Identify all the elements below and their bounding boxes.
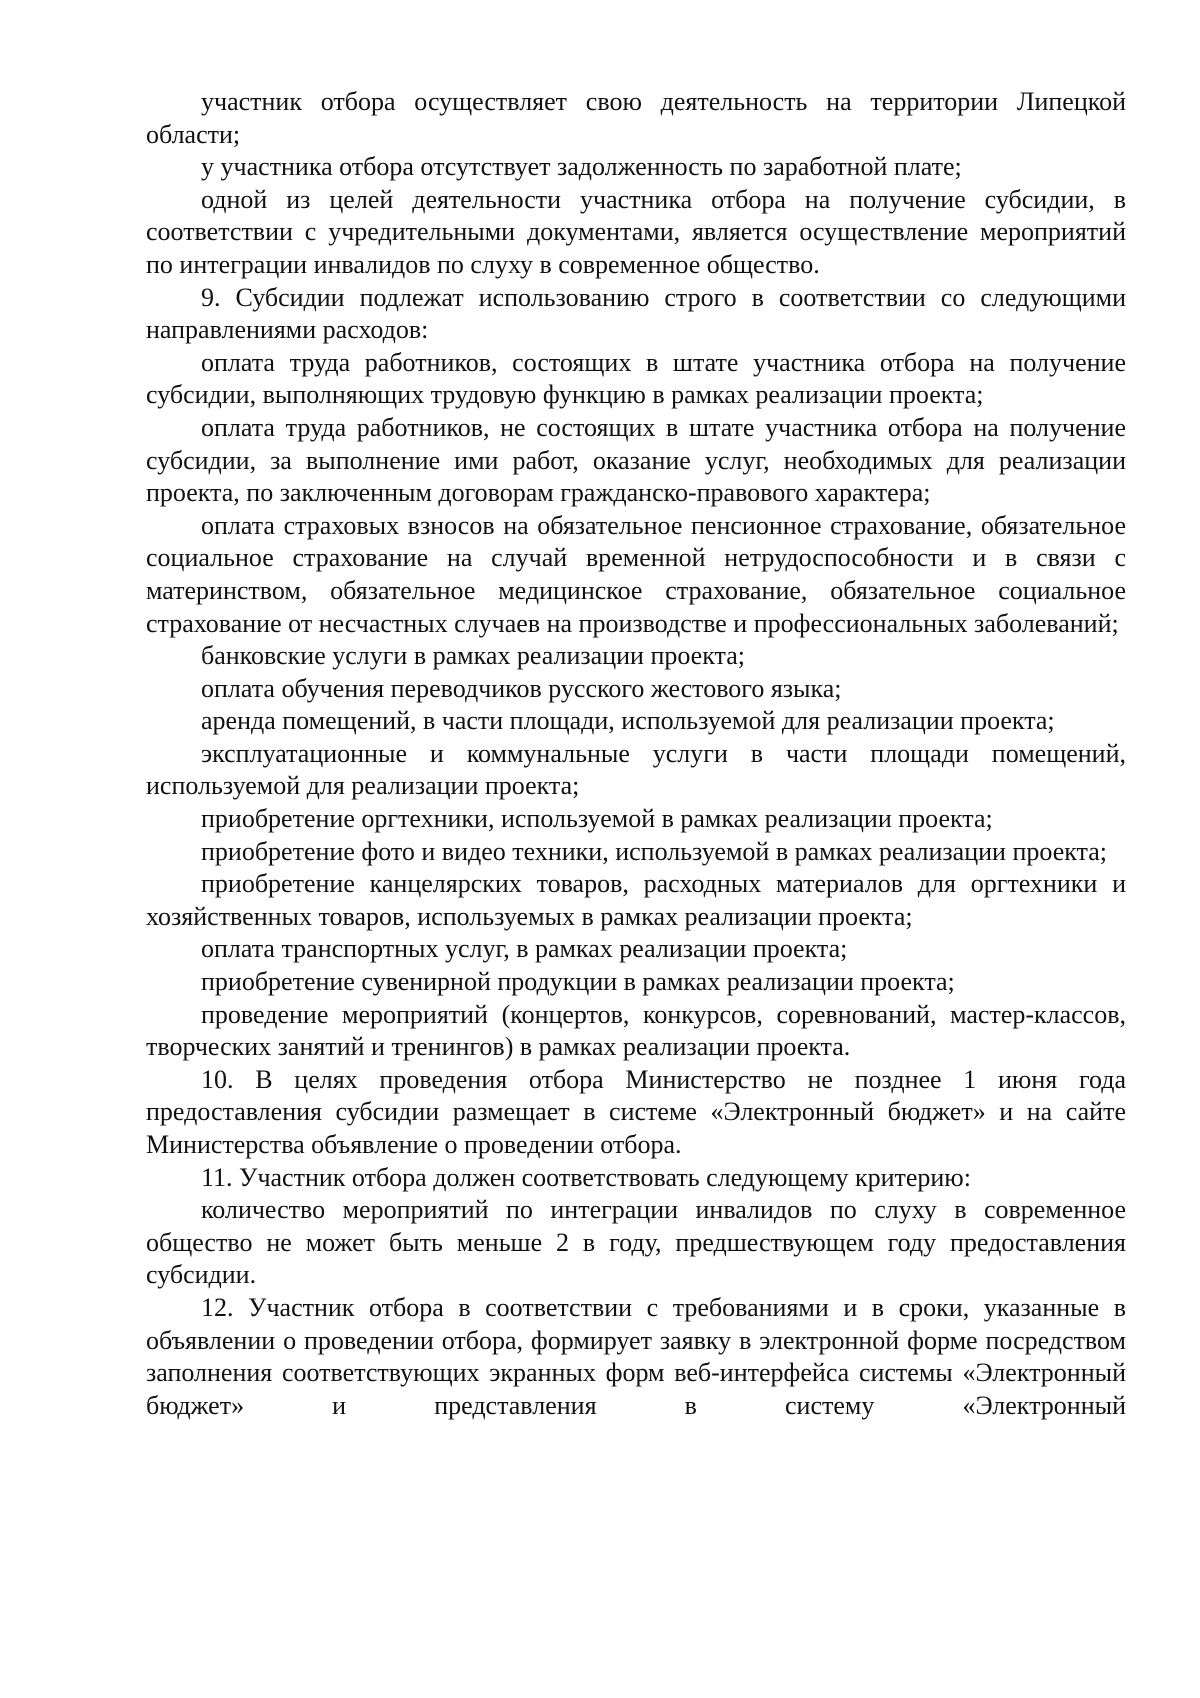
- paragraph-5: оплата труда работников, состоящих в штате участника отбора на получение субсидии, выполняющих трудовую функцию в рамках реализации проекта;: [146, 347, 1126, 410]
- document-body: [146, 86, 1126, 1422]
- paragraph-1: участник отбора осуществляет свою деятельность на территории Липецкой области;: [146, 87, 1126, 149]
- paragraph-17: проведение мероприятий (концертов, конкурсов, соревнований, мастер-классов, творческих занятий и тренингов) в рамках реализации проекта.: [146, 999, 1126, 1062]
- paragraph-2: у участника отбора отсутствует задолженность по заработной плате;: [201, 152, 962, 182]
- paragraph-8: банковские услуги в рамках реализации проекта;: [201, 641, 745, 671]
- paragraph-11: эксплуатационные и коммунальные услуги в части площади помещений, используемой для реализации проекта;: [146, 738, 1126, 801]
- paragraph-16: приобретение сувенирной продукции в рамках реализации проекта;: [201, 967, 955, 997]
- paragraph-3: одной из целей деятельности участника отбора на получение субсидии, в соответствии с учредительными документами, является осуществление мероприятий по интеграции инвалидов по слуху в современное общество.: [146, 184, 1126, 279]
- paragraph-6: оплата труда работников, не состоящих в штате участника отбора на получение субсидии, за выполнение ими работ, оказание услуг, необходимых для реализации проекта, по заключенным договорам гражданско-правового характера;: [146, 412, 1126, 508]
- paragraph-21: 12. Участник отбора в соответствии с требованиями и в сроки, указанные в объявлении о проведении отбора, формирует заявку в электронной форме посредством заполнения соответствующих экранных форм веб-интерфейса системы «Электронный бюджет» и представления в систему «Электронный: [146, 1292, 1126, 1420]
- paragraph-18: 10. В целях проведения отбора Министерство не позднее 1 июня года предоставления субсидии размещает в системе «Электронный бюджет» и на сайте Министерства объявление о проведении отбора.: [146, 1064, 1126, 1159]
- paragraph-7: оплата страховых взносов на обязательное пенсионное страхование, обязательное социальное страхование на случай временной нетрудоспособности и в связи с материнством, обязательное медицинское страхование, обязательное социальное страхование от несчастных случаев на производстве и профессиональных заболеваний;: [146, 510, 1126, 638]
- paragraph-10: аренда помещений, в части площади, используемой для реализации проекта;: [201, 706, 1055, 736]
- paragraph-20: количество мероприятий по интеграции инвалидов по слуху в современное общество не может быть меньше 2 в году, предшествующем году предоставления субсидии.: [146, 1195, 1126, 1290]
- paragraph-13: приобретение фото и видео техники, используемой в рамках реализации проекта;: [201, 836, 1107, 866]
- paragraph-4: 9. Субсидии подлежат использованию строго в соответствии со следующими направлениями расходов:: [146, 282, 1126, 345]
- paragraph-15: оплата транспортных услуг, в рамках реализации проекта;: [201, 934, 848, 964]
- paragraph-9: оплата обучения переводчиков русского жестового языка;: [201, 673, 842, 703]
- paragraph-19: 11. Участник отбора должен соответствовать следующему критерию:: [201, 1162, 971, 1192]
- paragraph-12: приобретение оргтехники, используемой в рамках реализации проекта;: [201, 804, 993, 834]
- paragraph-14: приобретение канцелярских товаров, расходных материалов для оргтехники и хозяйственных товаров, используемых в рамках реализации проекта;: [146, 869, 1126, 931]
